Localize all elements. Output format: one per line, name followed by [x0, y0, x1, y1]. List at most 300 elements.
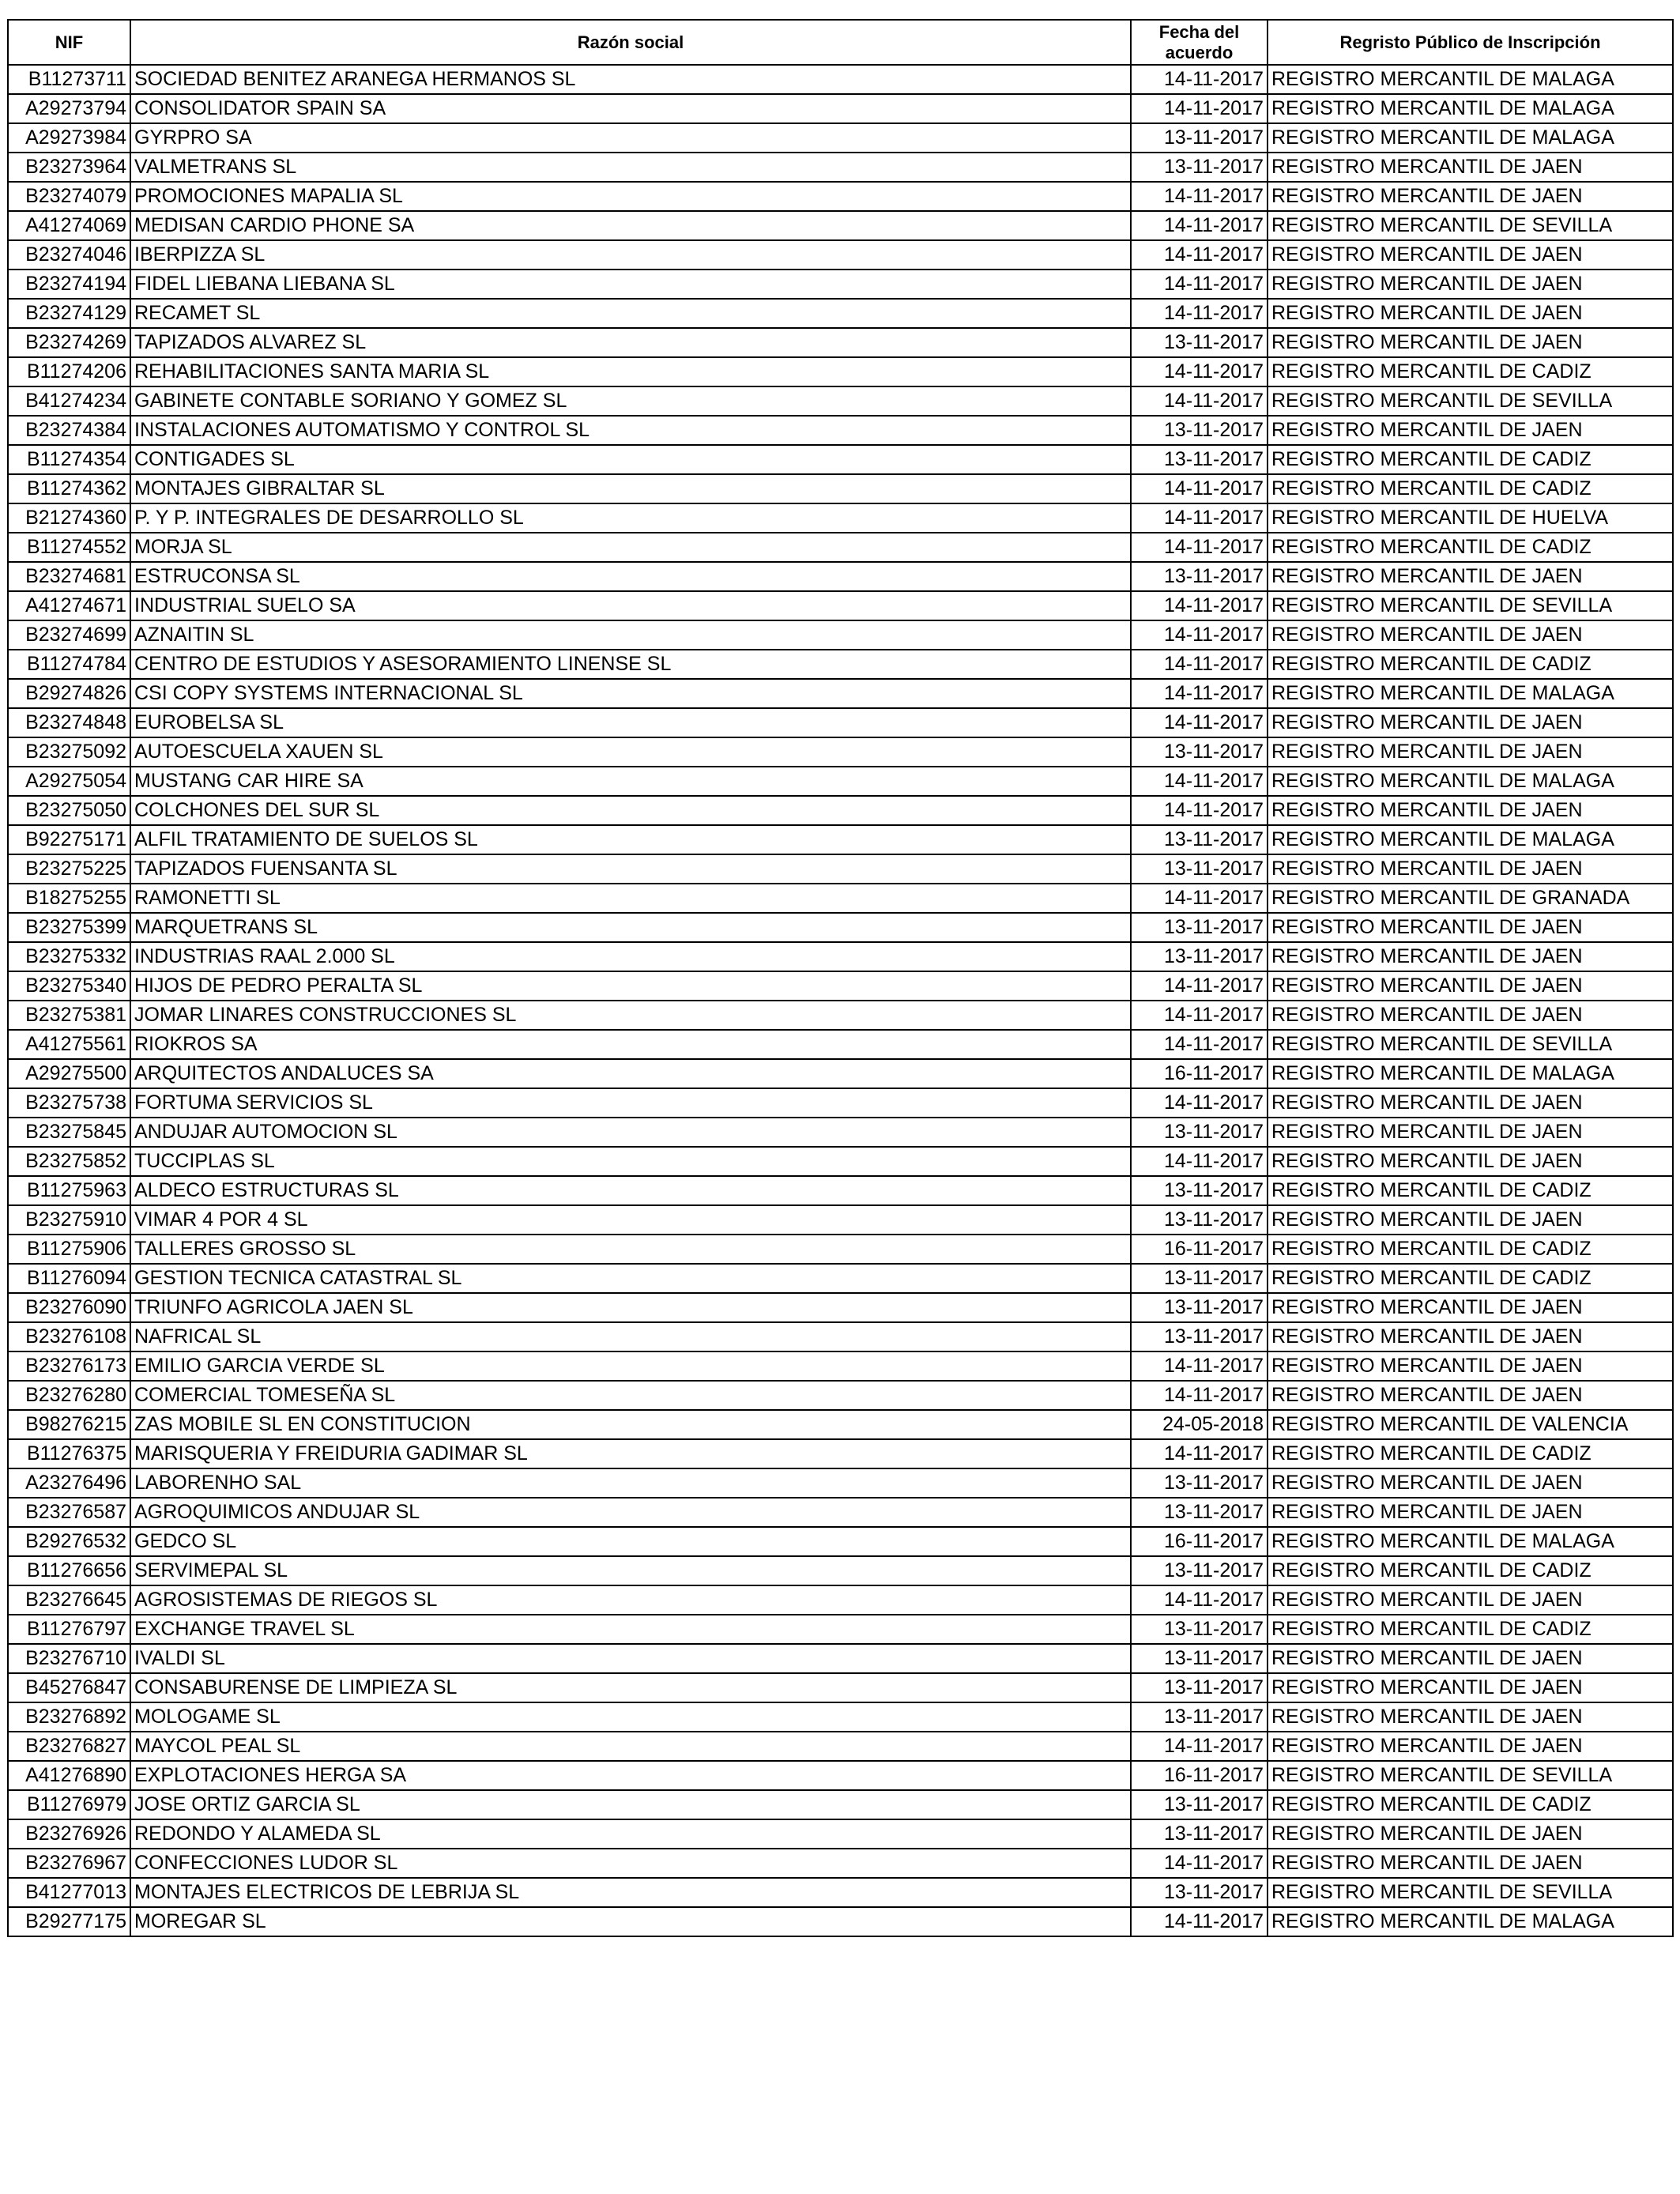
table-row [8, 650, 1673, 679]
cell-registry: REGISTRO MERCANTIL DE JAEN [1268, 1732, 1673, 1761]
table-row [8, 854, 1673, 884]
table-row [8, 1030, 1673, 1059]
cell-registry: REGISTRO MERCANTIL DE JAEN [1268, 182, 1673, 211]
cell-business-name: MEDISAN CARDIO PHONE SA [130, 211, 1131, 240]
cell-registry: REGISTRO MERCANTIL DE CADIZ [1268, 1615, 1673, 1644]
table-row [8, 1585, 1673, 1615]
header-nif: NIF [8, 20, 130, 65]
cell-agreement-date: 14-11-2017 [1131, 1439, 1268, 1468]
cell-nif: B23275381 [8, 1001, 130, 1030]
cell-registry: REGISTRO MERCANTIL DE JAEN [1268, 240, 1673, 270]
table-row [8, 357, 1673, 386]
cell-nif: B23274129 [8, 299, 130, 328]
cell-agreement-date: 14-11-2017 [1131, 708, 1268, 737]
cell-registry: REGISTRO MERCANTIL DE SEVILLA [1268, 211, 1673, 240]
cell-registry: REGISTRO MERCANTIL DE JAEN [1268, 562, 1673, 591]
cell-business-name: MONTAJES GIBRALTAR SL [130, 474, 1131, 503]
table-row [8, 1615, 1673, 1644]
cell-registry: REGISTRO MERCANTIL DE CADIZ [1268, 1556, 1673, 1585]
cell-agreement-date: 13-11-2017 [1131, 123, 1268, 153]
cell-agreement-date: 14-11-2017 [1131, 1849, 1268, 1878]
cell-agreement-date: 13-11-2017 [1131, 1264, 1268, 1293]
cell-business-name: MOLOGAME SL [130, 1702, 1131, 1732]
cell-registry: REGISTRO MERCANTIL DE JAEN [1268, 913, 1673, 942]
cell-business-name: LABORENHO SAL [130, 1468, 1131, 1498]
cell-business-name: SOCIEDAD BENITEZ ARANEGA HERMANOS SL [130, 65, 1131, 94]
cell-agreement-date: 16-11-2017 [1131, 1235, 1268, 1264]
cell-registry: REGISTRO MERCANTIL DE MALAGA [1268, 123, 1673, 153]
table-row [8, 796, 1673, 825]
cell-nif: B21274360 [8, 503, 130, 533]
cell-nif: A29273794 [8, 94, 130, 123]
cell-business-name: COLCHONES DEL SUR SL [130, 796, 1131, 825]
table-row [8, 1468, 1673, 1498]
cell-registry: REGISTRO MERCANTIL DE JAEN [1268, 1819, 1673, 1849]
cell-business-name: ALFIL TRATAMIENTO DE SUELOS SL [130, 825, 1131, 854]
cell-nif: B23275845 [8, 1118, 130, 1147]
cell-nif: B29277175 [8, 1907, 130, 1936]
table-row [8, 1644, 1673, 1673]
table-row [8, 1059, 1673, 1088]
cell-agreement-date: 13-11-2017 [1131, 1468, 1268, 1498]
cell-business-name: NAFRICAL SL [130, 1322, 1131, 1351]
cell-nif: B23274046 [8, 240, 130, 270]
cell-nif: B23275399 [8, 913, 130, 942]
cell-nif: B11275963 [8, 1176, 130, 1205]
cell-registry: REGISTRO MERCANTIL DE CADIZ [1268, 445, 1673, 474]
cell-agreement-date: 14-11-2017 [1131, 1381, 1268, 1410]
table-row [8, 1118, 1673, 1147]
cell-agreement-date: 14-11-2017 [1131, 679, 1268, 708]
cell-agreement-date: 14-11-2017 [1131, 474, 1268, 503]
cell-registry: REGISTRO MERCANTIL DE MALAGA [1268, 679, 1673, 708]
cell-nif: B23276892 [8, 1702, 130, 1732]
cell-nif: B23274681 [8, 562, 130, 591]
table-row [8, 123, 1673, 153]
cell-business-name: IVALDI SL [130, 1644, 1131, 1673]
cell-registry: REGISTRO MERCANTIL DE JAEN [1268, 153, 1673, 182]
cell-registry: REGISTRO MERCANTIL DE JAEN [1268, 1498, 1673, 1527]
cell-registry: REGISTRO MERCANTIL DE JAEN [1268, 1849, 1673, 1878]
cell-business-name: AUTOESCUELA XAUEN SL [130, 737, 1131, 767]
table-row [8, 825, 1673, 854]
table-row [8, 416, 1673, 445]
cell-nif: A41274671 [8, 591, 130, 620]
table-row [8, 1907, 1673, 1936]
cell-registry: REGISTRO MERCANTIL DE CADIZ [1268, 1176, 1673, 1205]
cell-registry: REGISTRO MERCANTIL DE JAEN [1268, 1673, 1673, 1702]
cell-business-name: PROMOCIONES MAPALIA SL [130, 182, 1131, 211]
table-row [8, 1673, 1673, 1702]
table-row [8, 1439, 1673, 1468]
cell-nif: B23276710 [8, 1644, 130, 1673]
table-row [8, 1732, 1673, 1761]
cell-business-name: FORTUMA SERVICIOS SL [130, 1088, 1131, 1118]
cell-business-name: JOSE ORTIZ GARCIA SL [130, 1790, 1131, 1819]
cell-registry: REGISTRO MERCANTIL DE MALAGA [1268, 94, 1673, 123]
cell-registry: REGISTRO MERCANTIL DE MALAGA [1268, 1527, 1673, 1556]
cell-agreement-date: 14-11-2017 [1131, 884, 1268, 913]
cell-agreement-date: 16-11-2017 [1131, 1761, 1268, 1790]
cell-agreement-date: 14-11-2017 [1131, 796, 1268, 825]
table-row [8, 153, 1673, 182]
table-row [8, 1381, 1673, 1410]
cell-registry: REGISTRO MERCANTIL DE SEVILLA [1268, 386, 1673, 416]
cell-nif: B11274552 [8, 533, 130, 562]
cell-business-name: GABINETE CONTABLE SORIANO Y GOMEZ SL [130, 386, 1131, 416]
cell-registry: REGISTRO MERCANTIL DE JAEN [1268, 708, 1673, 737]
table-row [8, 240, 1673, 270]
cell-registry: REGISTRO MERCANTIL DE JAEN [1268, 299, 1673, 328]
table-row [8, 1001, 1673, 1030]
cell-registry: REGISTRO MERCANTIL DE SEVILLA [1268, 1030, 1673, 1059]
cell-agreement-date: 14-11-2017 [1131, 1907, 1268, 1936]
cell-nif: B23274848 [8, 708, 130, 737]
cell-business-name: IBERPIZZA SL [130, 240, 1131, 270]
cell-agreement-date: 13-11-2017 [1131, 1322, 1268, 1351]
cell-registry: REGISTRO MERCANTIL DE CADIZ [1268, 357, 1673, 386]
table-row [8, 1849, 1673, 1878]
cell-nif: B23275910 [8, 1205, 130, 1235]
cell-registry: REGISTRO MERCANTIL DE CADIZ [1268, 1235, 1673, 1264]
cell-agreement-date: 14-11-2017 [1131, 1088, 1268, 1118]
cell-agreement-date: 13-11-2017 [1131, 825, 1268, 854]
cell-business-name: ZAS MOBILE SL EN CONSTITUCION [130, 1410, 1131, 1439]
cell-nif: B11273711 [8, 65, 130, 94]
cell-nif: B23274194 [8, 270, 130, 299]
cell-business-name: INSTALACIONES AUTOMATISMO Y CONTROL SL [130, 416, 1131, 445]
header-agreement-date: Fecha del acuerdo [1131, 20, 1268, 65]
cell-business-name: RIOKROS SA [130, 1030, 1131, 1059]
cell-registry: REGISTRO MERCANTIL DE JAEN [1268, 1147, 1673, 1176]
cell-agreement-date: 14-11-2017 [1131, 65, 1268, 94]
cell-nif: B11276094 [8, 1264, 130, 1293]
cell-business-name: MARISQUERIA Y FREIDURIA GADIMAR SL [130, 1439, 1131, 1468]
table-row [8, 1147, 1673, 1176]
cell-nif: B11274354 [8, 445, 130, 474]
cell-nif: B11276979 [8, 1790, 130, 1819]
cell-business-name: CONTIGADES SL [130, 445, 1131, 474]
cell-agreement-date: 14-11-2017 [1131, 591, 1268, 620]
cell-nif: B29274826 [8, 679, 130, 708]
header-business-name: Razón social [130, 20, 1131, 65]
cell-registry: REGISTRO MERCANTIL DE MALAGA [1268, 65, 1673, 94]
cell-registry: REGISTRO MERCANTIL DE JAEN [1268, 942, 1673, 971]
cell-business-name: ARQUITECTOS ANDALUCES SA [130, 1059, 1131, 1088]
cell-registry: REGISTRO MERCANTIL DE JAEN [1268, 796, 1673, 825]
cell-business-name: EXCHANGE TRAVEL SL [130, 1615, 1131, 1644]
cell-agreement-date: 13-11-2017 [1131, 1498, 1268, 1527]
cell-agreement-date: 14-11-2017 [1131, 357, 1268, 386]
cell-nif: B23276108 [8, 1322, 130, 1351]
table-row [8, 1819, 1673, 1849]
cell-business-name: AGROSISTEMAS DE RIEGOS SL [130, 1585, 1131, 1615]
cell-business-name: EUROBELSA SL [130, 708, 1131, 737]
cell-agreement-date: 13-11-2017 [1131, 1615, 1268, 1644]
table-row [8, 503, 1673, 533]
cell-business-name: TUCCIPLAS SL [130, 1147, 1131, 1176]
cell-nif: B11276375 [8, 1439, 130, 1468]
cell-agreement-date: 14-11-2017 [1131, 1001, 1268, 1030]
cell-nif: B23275092 [8, 737, 130, 767]
cell-nif: B23276587 [8, 1498, 130, 1527]
cell-registry: REGISTRO MERCANTIL DE SEVILLA [1268, 591, 1673, 620]
cell-registry: REGISTRO MERCANTIL DE CADIZ [1268, 650, 1673, 679]
cell-nif: B92275171 [8, 825, 130, 854]
cell-business-name: ESTRUCONSA SL [130, 562, 1131, 591]
cell-business-name: RECAMET SL [130, 299, 1131, 328]
cell-registry: REGISTRO MERCANTIL DE JAEN [1268, 1702, 1673, 1732]
cell-registry: REGISTRO MERCANTIL DE GRANADA [1268, 884, 1673, 913]
cell-registry: REGISTRO MERCANTIL DE JAEN [1268, 620, 1673, 650]
cell-nif: B23276090 [8, 1293, 130, 1322]
cell-agreement-date: 16-11-2017 [1131, 1059, 1268, 1088]
table-row [8, 1790, 1673, 1819]
cell-nif: B11274206 [8, 357, 130, 386]
cell-agreement-date: 14-11-2017 [1131, 94, 1268, 123]
table-row [8, 620, 1673, 650]
table-row [8, 1235, 1673, 1264]
cell-registry: REGISTRO MERCANTIL DE JAEN [1268, 270, 1673, 299]
cell-agreement-date: 16-11-2017 [1131, 1527, 1268, 1556]
cell-agreement-date: 14-11-2017 [1131, 240, 1268, 270]
table-row [8, 65, 1673, 94]
cell-registry: REGISTRO MERCANTIL DE VALENCIA [1268, 1410, 1673, 1439]
cell-registry: REGISTRO MERCANTIL DE JAEN [1268, 1322, 1673, 1351]
cell-nif: B11274362 [8, 474, 130, 503]
cell-business-name: AGROQUIMICOS ANDUJAR SL [130, 1498, 1131, 1527]
cell-nif: A23276496 [8, 1468, 130, 1498]
cell-agreement-date: 13-11-2017 [1131, 1673, 1268, 1702]
cell-business-name: MORJA SL [130, 533, 1131, 562]
cell-business-name: REDONDO Y ALAMEDA SL [130, 1819, 1131, 1849]
cell-business-name: TAPIZADOS ALVAREZ SL [130, 328, 1131, 357]
cell-registry: REGISTRO MERCANTIL DE JAEN [1268, 1468, 1673, 1498]
table-row [8, 1878, 1673, 1907]
cell-nif: B23276173 [8, 1351, 130, 1381]
table-body [8, 65, 1673, 1936]
cell-nif: B23276967 [8, 1849, 130, 1878]
cell-business-name: CONSABURENSE DE LIMPIEZA SL [130, 1673, 1131, 1702]
cell-agreement-date: 13-11-2017 [1131, 1878, 1268, 1907]
cell-agreement-date: 13-11-2017 [1131, 942, 1268, 971]
table-row [8, 1498, 1673, 1527]
cell-agreement-date: 14-11-2017 [1131, 270, 1268, 299]
cell-nif: B23275050 [8, 796, 130, 825]
cell-agreement-date: 13-11-2017 [1131, 854, 1268, 884]
header-row [8, 20, 1673, 65]
cell-nif: A29273984 [8, 123, 130, 153]
table-row [8, 1410, 1673, 1439]
registry-table [7, 19, 1674, 1937]
cell-business-name: FIDEL LIEBANA LIEBANA SL [130, 270, 1131, 299]
cell-nif: B18275255 [8, 884, 130, 913]
table-row [8, 445, 1673, 474]
cell-registry: REGISTRO MERCANTIL DE MALAGA [1268, 1907, 1673, 1936]
cell-nif: B23276926 [8, 1819, 130, 1849]
cell-registry: REGISTRO MERCANTIL DE MALAGA [1268, 1059, 1673, 1088]
table-row [8, 474, 1673, 503]
cell-agreement-date: 24-05-2018 [1131, 1410, 1268, 1439]
table-row [8, 737, 1673, 767]
cell-nif: B11275906 [8, 1235, 130, 1264]
table-row [8, 1205, 1673, 1235]
cell-nif: B23274384 [8, 416, 130, 445]
cell-nif: A41276890 [8, 1761, 130, 1790]
table-row [8, 708, 1673, 737]
cell-business-name: ANDUJAR AUTOMOCION SL [130, 1118, 1131, 1147]
table-row [8, 942, 1673, 971]
cell-business-name: TRIUNFO AGRICOLA JAEN SL [130, 1293, 1131, 1322]
cell-business-name: EMILIO GARCIA VERDE SL [130, 1351, 1131, 1381]
cell-nif: A41275561 [8, 1030, 130, 1059]
cell-registry: REGISTRO MERCANTIL DE JAEN [1268, 854, 1673, 884]
cell-business-name: GYRPRO SA [130, 123, 1131, 153]
table-row [8, 1088, 1673, 1118]
cell-agreement-date: 14-11-2017 [1131, 1147, 1268, 1176]
cell-business-name: MOREGAR SL [130, 1907, 1131, 1936]
cell-nif: B41277013 [8, 1878, 130, 1907]
table-row [8, 386, 1673, 416]
cell-agreement-date: 14-11-2017 [1131, 182, 1268, 211]
cell-nif: B23275852 [8, 1147, 130, 1176]
cell-business-name: EXPLOTACIONES HERGA SA [130, 1761, 1131, 1790]
cell-business-name: SERVIMEPAL SL [130, 1556, 1131, 1585]
cell-agreement-date: 13-11-2017 [1131, 1118, 1268, 1147]
cell-business-name: AZNAITIN SL [130, 620, 1131, 650]
cell-registry: REGISTRO MERCANTIL DE JAEN [1268, 1293, 1673, 1322]
cell-registry: REGISTRO MERCANTIL DE JAEN [1268, 1088, 1673, 1118]
cell-nif: B23273964 [8, 153, 130, 182]
cell-agreement-date: 13-11-2017 [1131, 1556, 1268, 1585]
cell-registry: REGISTRO MERCANTIL DE JAEN [1268, 737, 1673, 767]
cell-business-name: ALDECO ESTRUCTURAS SL [130, 1176, 1131, 1205]
cell-nif: B23274079 [8, 182, 130, 211]
cell-business-name: MONTAJES ELECTRICOS DE LEBRIJA SL [130, 1878, 1131, 1907]
cell-business-name: VIMAR 4 POR 4 SL [130, 1205, 1131, 1235]
cell-nif: A29275500 [8, 1059, 130, 1088]
cell-agreement-date: 13-11-2017 [1131, 1293, 1268, 1322]
cell-business-name: TALLERES GROSSO SL [130, 1235, 1131, 1264]
cell-nif: B11276797 [8, 1615, 130, 1644]
cell-business-name: INDUSTRIAS RAAL 2.000 SL [130, 942, 1131, 971]
table-header [8, 20, 1673, 65]
cell-agreement-date: 14-11-2017 [1131, 767, 1268, 796]
cell-business-name: COMERCIAL TOMESEÑA SL [130, 1381, 1131, 1410]
cell-registry: REGISTRO MERCANTIL DE MALAGA [1268, 767, 1673, 796]
cell-business-name: GEDCO SL [130, 1527, 1131, 1556]
cell-nif: B23275225 [8, 854, 130, 884]
table-row [8, 884, 1673, 913]
cell-registry: REGISTRO MERCANTIL DE JAEN [1268, 971, 1673, 1001]
cell-nif: A29275054 [8, 767, 130, 796]
table-row [8, 1322, 1673, 1351]
cell-business-name: CONSOLIDATOR SPAIN SA [130, 94, 1131, 123]
cell-agreement-date: 14-11-2017 [1131, 1585, 1268, 1615]
cell-nif: B23276645 [8, 1585, 130, 1615]
cell-business-name: CENTRO DE ESTUDIOS Y ASESORAMIENTO LINENSE SL [130, 650, 1131, 679]
cell-registry: REGISTRO MERCANTIL DE JAEN [1268, 1205, 1673, 1235]
table-row [8, 211, 1673, 240]
cell-business-name: GESTION TECNICA CATASTRAL SL [130, 1264, 1131, 1293]
cell-business-name: VALMETRANS SL [130, 153, 1131, 182]
cell-agreement-date: 14-11-2017 [1131, 971, 1268, 1001]
cell-nif: B11274784 [8, 650, 130, 679]
table-row [8, 767, 1673, 796]
cell-registry: REGISTRO MERCANTIL DE HUELVA [1268, 503, 1673, 533]
cell-registry: REGISTRO MERCANTIL DE JAEN [1268, 416, 1673, 445]
cell-registry: REGISTRO MERCANTIL DE CADIZ [1268, 474, 1673, 503]
cell-agreement-date: 13-11-2017 [1131, 1176, 1268, 1205]
cell-agreement-date: 14-11-2017 [1131, 533, 1268, 562]
cell-nif: B23275738 [8, 1088, 130, 1118]
table-row [8, 679, 1673, 708]
table-row [8, 270, 1673, 299]
cell-agreement-date: 14-11-2017 [1131, 211, 1268, 240]
cell-agreement-date: 13-11-2017 [1131, 562, 1268, 591]
cell-business-name: MAYCOL PEAL SL [130, 1732, 1131, 1761]
table-row [8, 1264, 1673, 1293]
cell-agreement-date: 14-11-2017 [1131, 1351, 1268, 1381]
table-row [8, 182, 1673, 211]
cell-registry: REGISTRO MERCANTIL DE SEVILLA [1268, 1761, 1673, 1790]
cell-business-name: RAMONETTI SL [130, 884, 1131, 913]
cell-agreement-date: 14-11-2017 [1131, 299, 1268, 328]
cell-agreement-date: 13-11-2017 [1131, 1644, 1268, 1673]
cell-registry: REGISTRO MERCANTIL DE CADIZ [1268, 1790, 1673, 1819]
cell-business-name: TAPIZADOS FUENSANTA SL [130, 854, 1131, 884]
cell-registry: REGISTRO MERCANTIL DE MALAGA [1268, 825, 1673, 854]
cell-business-name: CSI COPY SYSTEMS INTERNACIONAL SL [130, 679, 1131, 708]
cell-agreement-date: 13-11-2017 [1131, 1790, 1268, 1819]
table-row [8, 299, 1673, 328]
table-row [8, 1556, 1673, 1585]
cell-nif: B98276215 [8, 1410, 130, 1439]
cell-agreement-date: 13-11-2017 [1131, 153, 1268, 182]
table-row [8, 591, 1673, 620]
cell-registry: REGISTRO MERCANTIL DE JAEN [1268, 1644, 1673, 1673]
cell-agreement-date: 13-11-2017 [1131, 328, 1268, 357]
table-row [8, 533, 1673, 562]
cell-agreement-date: 13-11-2017 [1131, 1819, 1268, 1849]
cell-agreement-date: 14-11-2017 [1131, 1030, 1268, 1059]
cell-registry: REGISTRO MERCANTIL DE JAEN [1268, 1118, 1673, 1147]
table-row [8, 1176, 1673, 1205]
table-row [8, 1293, 1673, 1322]
cell-agreement-date: 13-11-2017 [1131, 445, 1268, 474]
table-row [8, 1702, 1673, 1732]
cell-business-name: MARQUETRANS SL [130, 913, 1131, 942]
cell-nif: A41274069 [8, 211, 130, 240]
cell-registry: REGISTRO MERCANTIL DE SEVILLA [1268, 1878, 1673, 1907]
cell-business-name: CONFECCIONES LUDOR SL [130, 1849, 1131, 1878]
table-row [8, 1351, 1673, 1381]
cell-business-name: HIJOS DE PEDRO PERALTA SL [130, 971, 1131, 1001]
cell-registry: REGISTRO MERCANTIL DE CADIZ [1268, 1439, 1673, 1468]
cell-nif: B23276280 [8, 1381, 130, 1410]
cell-registry: REGISTRO MERCANTIL DE JAEN [1268, 1351, 1673, 1381]
cell-nif: B23274269 [8, 328, 130, 357]
cell-nif: B11276656 [8, 1556, 130, 1585]
table-row [8, 328, 1673, 357]
cell-nif: B23275332 [8, 942, 130, 971]
cell-nif: B45276847 [8, 1673, 130, 1702]
cell-business-name: P. Y P. INTEGRALES DE DESARROLLO SL [130, 503, 1131, 533]
cell-registry: REGISTRO MERCANTIL DE JAEN [1268, 328, 1673, 357]
table-row [8, 94, 1673, 123]
cell-agreement-date: 13-11-2017 [1131, 913, 1268, 942]
cell-business-name: INDUSTRIAL SUELO SA [130, 591, 1131, 620]
